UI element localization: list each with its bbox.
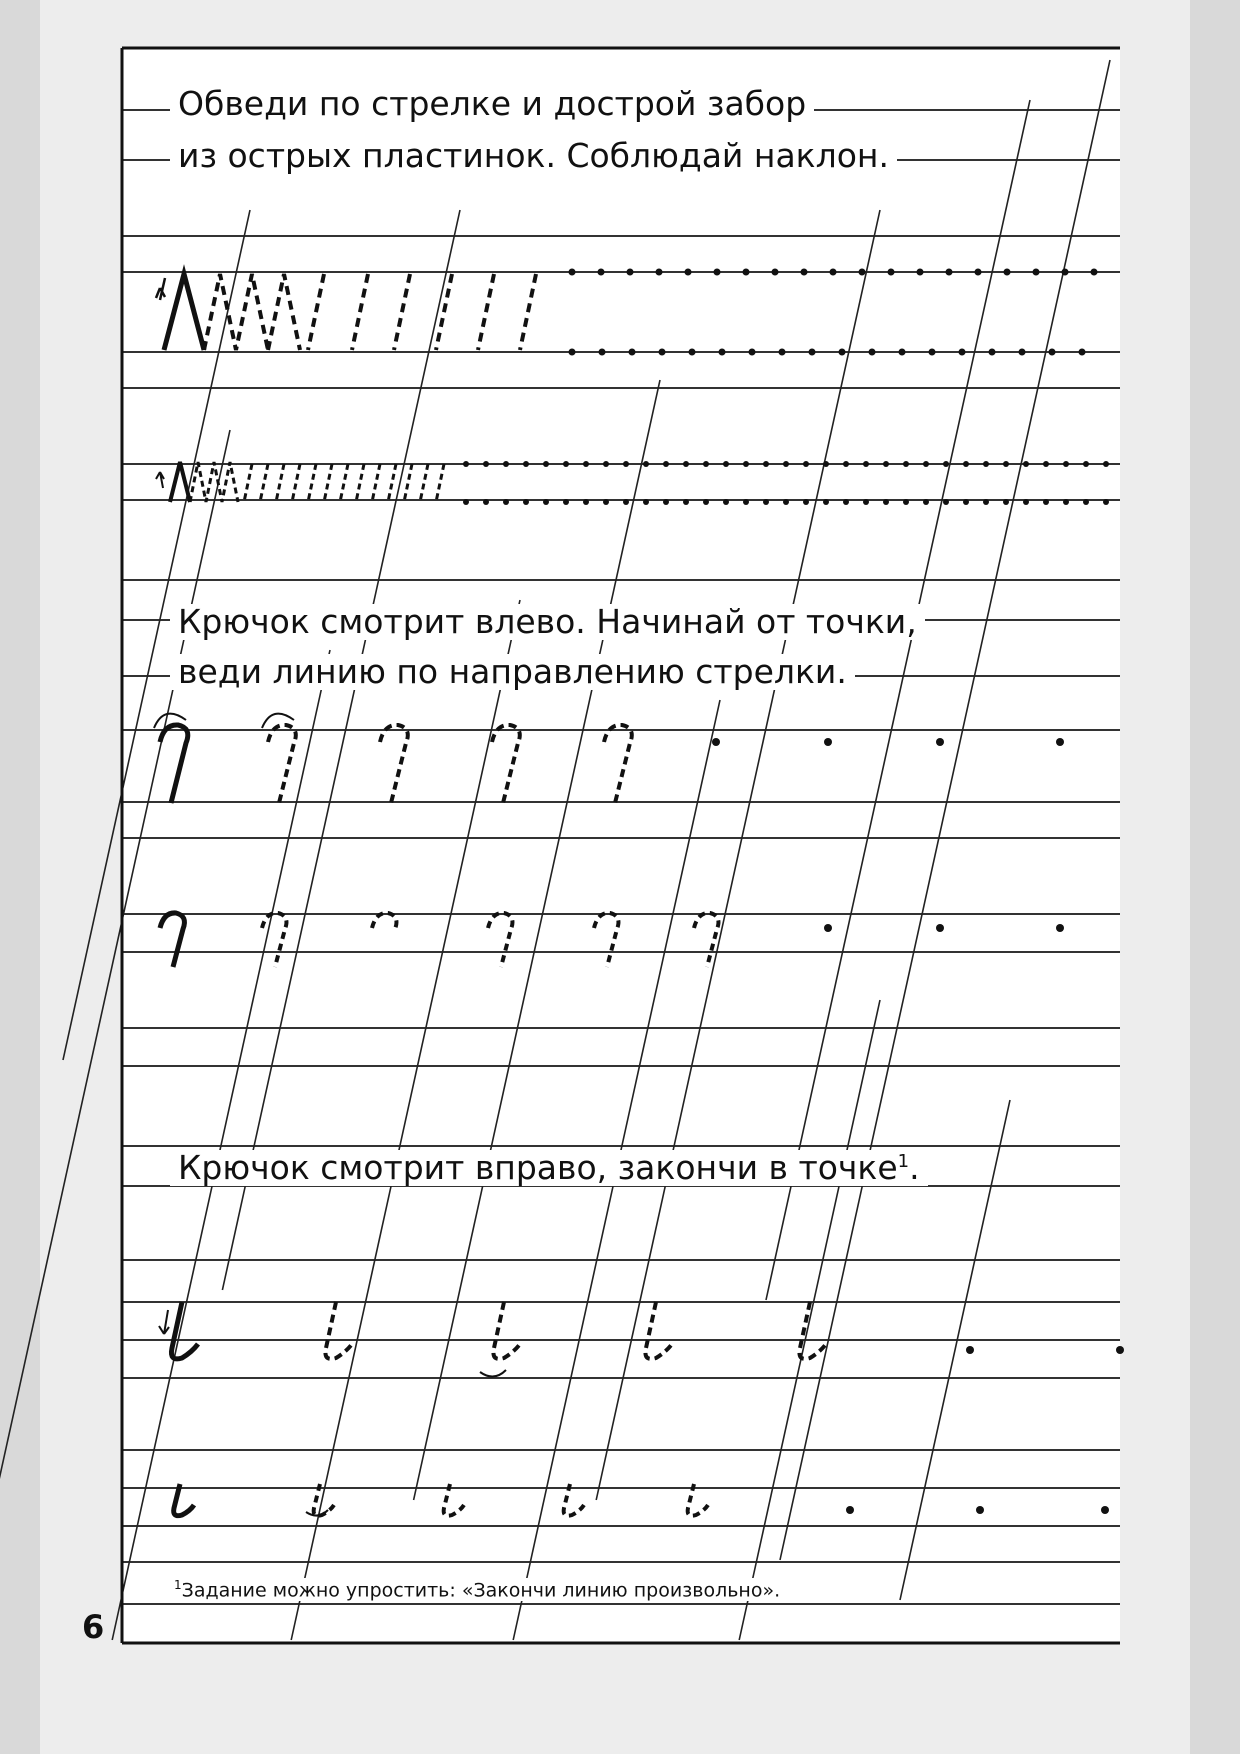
dot [563,461,569,467]
dot [663,461,669,467]
dot [830,269,837,276]
dot [723,461,729,467]
dot [543,461,549,467]
dot [989,349,996,356]
dot [1103,461,1109,467]
dot [959,349,966,356]
task2-instruction-line2: веди линию по направлению стрелки. [170,654,855,690]
dot [917,269,924,276]
dot [1043,461,1049,467]
dot [599,349,606,356]
dot [801,269,808,276]
dot [683,499,689,505]
dot [743,499,749,505]
dot [888,269,895,276]
dot [899,349,906,356]
dot [483,499,489,505]
dot [923,461,929,467]
dot [946,269,953,276]
dot [1062,269,1069,276]
dot [763,461,769,467]
writing-area [122,48,1120,1643]
dot [763,499,769,505]
dot [843,499,849,505]
dot [1003,499,1009,505]
dot [883,461,889,467]
footnote-text: Задание можно упростить: «Закончи линию произвольно». [181,1579,781,1602]
dot [719,349,726,356]
task3-footnote-marker: 1 [897,1151,910,1172]
dot [859,269,866,276]
dot [714,269,721,276]
dot [463,461,469,467]
dot [703,461,709,467]
dot [1091,269,1098,276]
dot [1023,499,1029,505]
dot [779,349,786,356]
dot [743,461,749,467]
dot [803,461,809,467]
dot [583,461,589,467]
dot [683,461,689,467]
dot [623,461,629,467]
dot [983,499,989,505]
dot [803,499,809,505]
dot [923,499,929,505]
dot [603,461,609,467]
dot [1063,499,1069,505]
dot [1083,499,1089,505]
dot [569,269,576,276]
dot [809,349,816,356]
dot [1003,461,1009,467]
dot [1079,349,1086,356]
dot [963,499,969,505]
dot [1103,499,1109,505]
dot [783,499,789,505]
task2-instruction-line1: Крючок смотрит влево. Начинай от точки, [170,604,925,640]
dot [903,461,909,467]
dot [749,349,756,356]
dot [463,499,469,505]
dot [598,269,605,276]
dot [943,499,949,505]
dot [583,499,589,505]
dot [663,499,669,505]
dot [863,499,869,505]
dot [1019,349,1026,356]
dot [643,499,649,505]
dot [563,499,569,505]
task3-instruction [170,1150,928,1186]
dot [685,269,692,276]
dot [623,499,629,505]
dot [975,269,982,276]
dot [656,269,663,276]
dot [629,349,636,356]
task3-instruction-end: . [909,1148,920,1187]
task3-instruction-text: Крючок смотрит вправо, закончи в точке [178,1148,898,1187]
dot [659,349,666,356]
task1-instruction-line2: из острых пластинок. Соблюдай наклон. [170,138,897,174]
dot [523,461,529,467]
dot [643,461,649,467]
task1-instruction-line1: Обведи по стрелке и дострой забор [170,86,814,122]
dot [1049,349,1056,356]
dot [929,349,936,356]
dot [543,499,549,505]
dot [1023,461,1029,467]
dot [723,499,729,505]
dot [839,349,846,356]
dot [743,269,750,276]
dot [627,269,634,276]
dot [869,349,876,356]
dot [569,349,576,356]
dot [983,461,989,467]
dot [483,461,489,467]
dot [863,461,869,467]
dot [823,461,829,467]
dot [603,499,609,505]
dot [1004,269,1011,276]
dot [1043,499,1049,505]
dot [963,461,969,467]
dot [883,499,889,505]
dot [503,499,509,505]
dot [523,499,529,505]
dot [703,499,709,505]
page-number: 6 [82,1608,105,1646]
dot [689,349,696,356]
footnote-marker: 1 [174,1578,182,1592]
dot [843,461,849,467]
dot [772,269,779,276]
dot [1063,461,1069,467]
dot [503,461,509,467]
dot [783,461,789,467]
dot [1083,461,1089,467]
dot [903,499,909,505]
dot [943,461,949,467]
footnote [168,1578,786,1601]
dot [823,499,829,505]
dot [1033,269,1040,276]
